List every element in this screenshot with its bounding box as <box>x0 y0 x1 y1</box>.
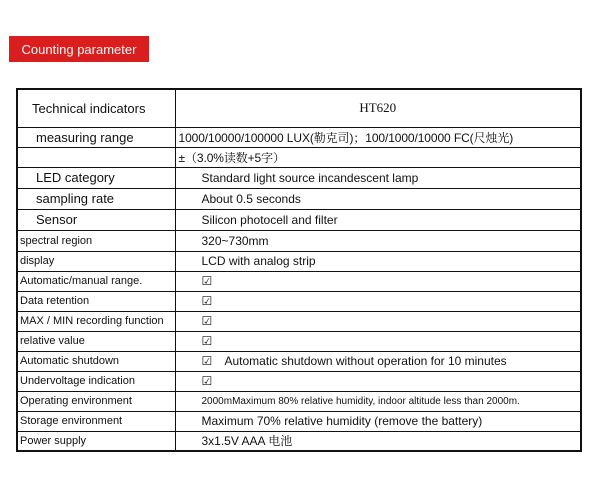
row-label: Sensor <box>17 209 175 230</box>
row-label: Automatic/manual range. <box>17 271 175 291</box>
table-row <box>17 291 581 311</box>
row-value: Silicon photocell and filter <box>175 209 581 230</box>
checkmark-icon: ☑ <box>175 291 581 311</box>
header-model: HT620 <box>175 89 581 127</box>
table-row <box>17 230 581 251</box>
row-value: LCD with analog strip <box>175 251 581 271</box>
row-label: spectral region <box>17 230 175 251</box>
row-value: Maximum 70% relative humidity (remove the battery) <box>175 411 581 431</box>
table-row <box>17 251 581 271</box>
row-label: MAX / MIN recording function <box>17 311 175 331</box>
row-label: Operating environment <box>17 391 175 411</box>
row-note: Automatic shutdown without operation for 10 minutes <box>224 354 507 368</box>
table-row <box>17 188 581 209</box>
row-label: sampling rate <box>17 188 175 209</box>
checkmark-icon: ☑ <box>175 371 581 391</box>
table-row <box>17 331 581 351</box>
row-value <box>175 351 581 371</box>
row-label: display <box>17 251 175 271</box>
header-label: Technical indicators <box>17 89 175 127</box>
table-row <box>17 147 581 167</box>
table-row <box>17 371 581 391</box>
row-label <box>17 147 175 167</box>
table-row <box>17 209 581 230</box>
checkmark-icon: ☑ <box>175 311 581 331</box>
row-label: Automatic shutdown <box>17 351 175 371</box>
table-header-row <box>17 89 581 127</box>
checkmark-icon: ☑ <box>175 331 581 351</box>
table-row <box>17 311 581 331</box>
row-value: 2000mMaximum 80% relative humidity, indoor altitude less than 2000m. <box>175 391 581 411</box>
table-row <box>17 411 581 431</box>
checkmark-icon: ☑ <box>175 271 581 291</box>
row-label: LED category <box>17 167 175 188</box>
table-row <box>17 167 581 188</box>
row-label: Power supply <box>17 431 175 451</box>
row-value: ±（3.0%读数+5字） <box>175 147 581 167</box>
table-row <box>17 391 581 411</box>
row-value: 1000/10000/100000 LUX(勒克司)；100/1000/10000 FC(尺烛光) <box>175 127 581 147</box>
spec-table <box>16 88 582 452</box>
table-row <box>17 351 581 371</box>
row-value: 3x1.5V AAA 电池 <box>175 431 581 451</box>
row-label: Data retention <box>17 291 175 311</box>
checkmark-icon: ☑ <box>201 354 213 368</box>
row-value: Standard light source incandescent lamp <box>175 167 581 188</box>
row-value: About 0.5 seconds <box>175 188 581 209</box>
row-label: Storage environment <box>17 411 175 431</box>
table-row <box>17 127 581 147</box>
section-label: Counting parameter <box>9 36 149 62</box>
row-label: Undervoltage indication <box>17 371 175 391</box>
table-row <box>17 431 581 451</box>
table-row <box>17 271 581 291</box>
row-value: 320~730mm <box>175 230 581 251</box>
row-label: measuring range <box>17 127 175 147</box>
row-label: relative value <box>17 331 175 351</box>
